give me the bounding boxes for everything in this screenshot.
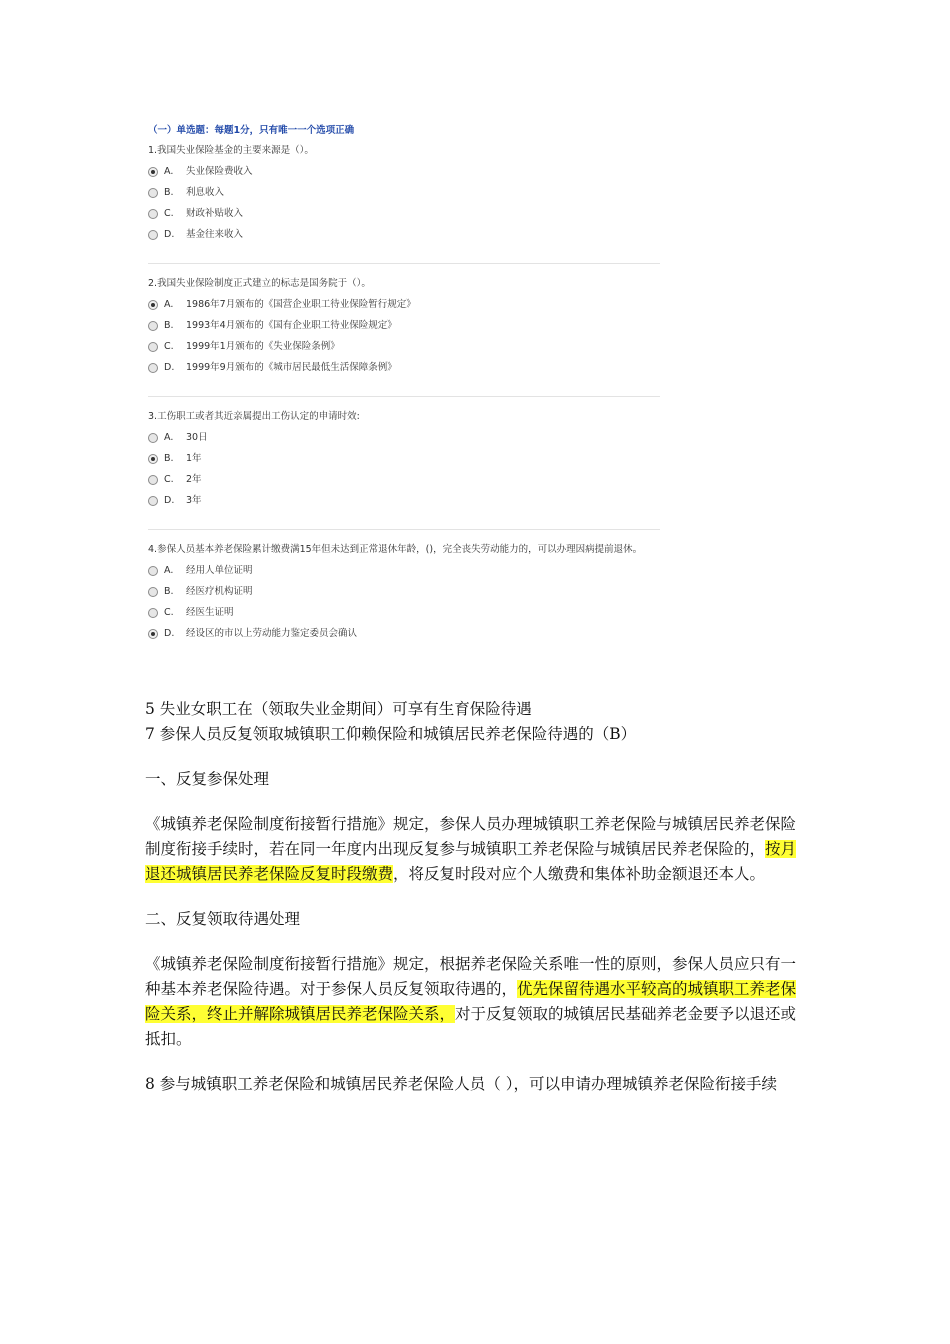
option-text: 1993年4月颁布的《国有企业职工待业保险规定》 [186,320,397,331]
option-letter: C. [164,474,174,485]
option-letter: A. [164,166,174,177]
question-stem: 3.工伤职工或者其近亲属提出工伤认定的申请时效: [148,411,360,422]
option-text: 经设区的市以上劳动能力鉴定委员会确认 [186,628,358,639]
paragraph-text: 《城镇养老保险制度衔接暂行措施》规定，根据养老保险关系唯一性的原则，参保人员应只有一种基本养老保险待遇。对于参保人员反复领取待遇的， [145,955,797,998]
radio-unchecked-icon[interactable] [148,342,158,352]
option-text: 经医生证明 [186,607,234,618]
question-5-line: 5 失业女职工在（领取失业金期间）可享有生育保险待遇 [145,700,532,718]
question-divider [148,263,660,264]
radio-unchecked-icon[interactable] [148,188,158,198]
option-letter: D. [164,495,175,506]
quiz-section-title: （一）单选题：每题1分，只有唯一一个选项正确 [148,125,355,136]
paragraph-text: ，将反复时段对应个人缴费和集体补助金额退还本人。 [393,865,766,883]
option-letter: D. [164,362,175,373]
radio-checked-icon[interactable] [148,167,158,177]
question-divider [148,529,660,530]
paragraph-text: 《城镇养老保险制度衔接暂行措施》规定，参保人员办理城镇职工养老保险与城镇居民养老保险制度衔接手续时，若在同一年度内出现反复参与城镇职工养老保险与城镇居民养老保险的， [145,815,797,858]
radio-unchecked-icon[interactable] [148,321,158,331]
radio-unchecked-icon[interactable] [148,433,158,443]
option-letter: C. [164,607,174,618]
answer-option[interactable] [148,224,660,245]
option-letter: D. [164,628,175,639]
question-list [148,140,660,644]
radio-unchecked-icon[interactable] [148,363,158,373]
option-text: 1999年9月颁布的《城市居民最低生活保障条例》 [186,362,397,373]
question-7-line: 7 参保人员反复领取城镇职工仰赖保险和城镇居民养老保险待遇的（B） [145,725,637,743]
option-letter: A. [164,299,174,310]
question-4 [148,539,660,644]
option-text: 财政补贴收入 [186,208,244,219]
option-letter: D. [164,229,175,240]
answer-option[interactable] [148,315,660,336]
answer-option[interactable] [148,490,660,511]
option-text: 经用人单位证明 [186,565,253,576]
option-text: 1999年1月颁布的《失业保险条例》 [186,341,340,352]
radio-unchecked-icon[interactable] [148,587,158,597]
quiz-screenshot [148,122,660,644]
paragraph-repeat-enrollment [145,812,805,887]
answer-option[interactable] [148,560,660,581]
option-letter: C. [164,341,174,352]
option-text: 30日 [186,432,208,443]
option-letter: B. [164,187,174,198]
option-text: 1986年7月颁布的《国营企业职工待业保险暂行规定》 [186,299,416,310]
radio-unchecked-icon[interactable] [148,209,158,219]
option-text: 1年 [186,453,202,464]
question-stem: 4.参保人员基本养老保险累计缴费满15年但未达到正常退休年龄，()，完全丧失劳动能力的，可以办理因病提前退休。 [148,544,643,555]
answer-option[interactable] [148,427,660,448]
radio-unchecked-icon[interactable] [148,608,158,618]
paragraph-repeat-benefits [145,952,805,1052]
option-text: 利息收入 [186,187,225,198]
radio-unchecked-icon[interactable] [148,496,158,506]
radio-checked-icon[interactable] [148,629,158,639]
option-text: 经医疗机构证明 [186,586,253,597]
paragraph-text: 对于反复领取的城镇居民基础养老金要予以退还或抵扣。 [145,1005,797,1048]
option-text: 3年 [186,495,202,506]
option-letter: C. [164,208,174,219]
document-body [145,697,805,1097]
answer-option[interactable] [148,448,660,469]
question-8-line: 8 参与城镇职工养老保险和城镇居民养老保险人员（ ），可以申请办理城镇养老保险衔接手续 [145,1075,777,1093]
answer-option[interactable] [148,357,660,378]
answer-option[interactable] [148,469,660,490]
option-letter: A. [164,432,174,443]
answer-option[interactable] [148,182,660,203]
highlighted-text: 按月退还城镇居民养老保险反复时段缴费 [145,840,797,883]
radio-checked-icon[interactable] [148,454,158,464]
radio-checked-icon[interactable] [148,300,158,310]
option-text: 失业保险费收入 [186,166,253,177]
answer-option[interactable] [148,336,660,357]
radio-unchecked-icon[interactable] [148,475,158,485]
question-stem: 1.我国失业保险基金的主要来源是（）。 [148,145,314,156]
question-stem: 2.我国失业保险制度正式建立的标志是国务院于（）。 [148,278,371,289]
radio-unchecked-icon[interactable] [148,230,158,240]
option-text: 2年 [186,474,202,485]
answer-option[interactable] [148,623,660,644]
heading-repeat-enrollment: 一、反复参保处理 [145,770,270,788]
radio-unchecked-icon[interactable] [148,566,158,576]
question-divider [148,396,660,397]
option-letter: A. [164,565,174,576]
answer-option[interactable] [148,602,660,623]
heading-repeat-benefits: 二、反复领取待遇处理 [145,910,301,928]
question-1 [148,140,660,245]
answer-option[interactable] [148,581,660,602]
question-2 [148,273,660,378]
highlighted-text: 优先保留待遇水平较高的城镇职工养老保险关系，终止并解除城镇居民养老保险关系， [145,980,797,1023]
question-3 [148,406,660,511]
answer-option[interactable] [148,161,660,182]
option-text: 基金往来收入 [186,229,244,240]
answer-option[interactable] [148,294,660,315]
option-letter: B. [164,586,174,597]
option-letter: B. [164,320,174,331]
option-letter: B. [164,453,174,464]
answer-option[interactable] [148,203,660,224]
